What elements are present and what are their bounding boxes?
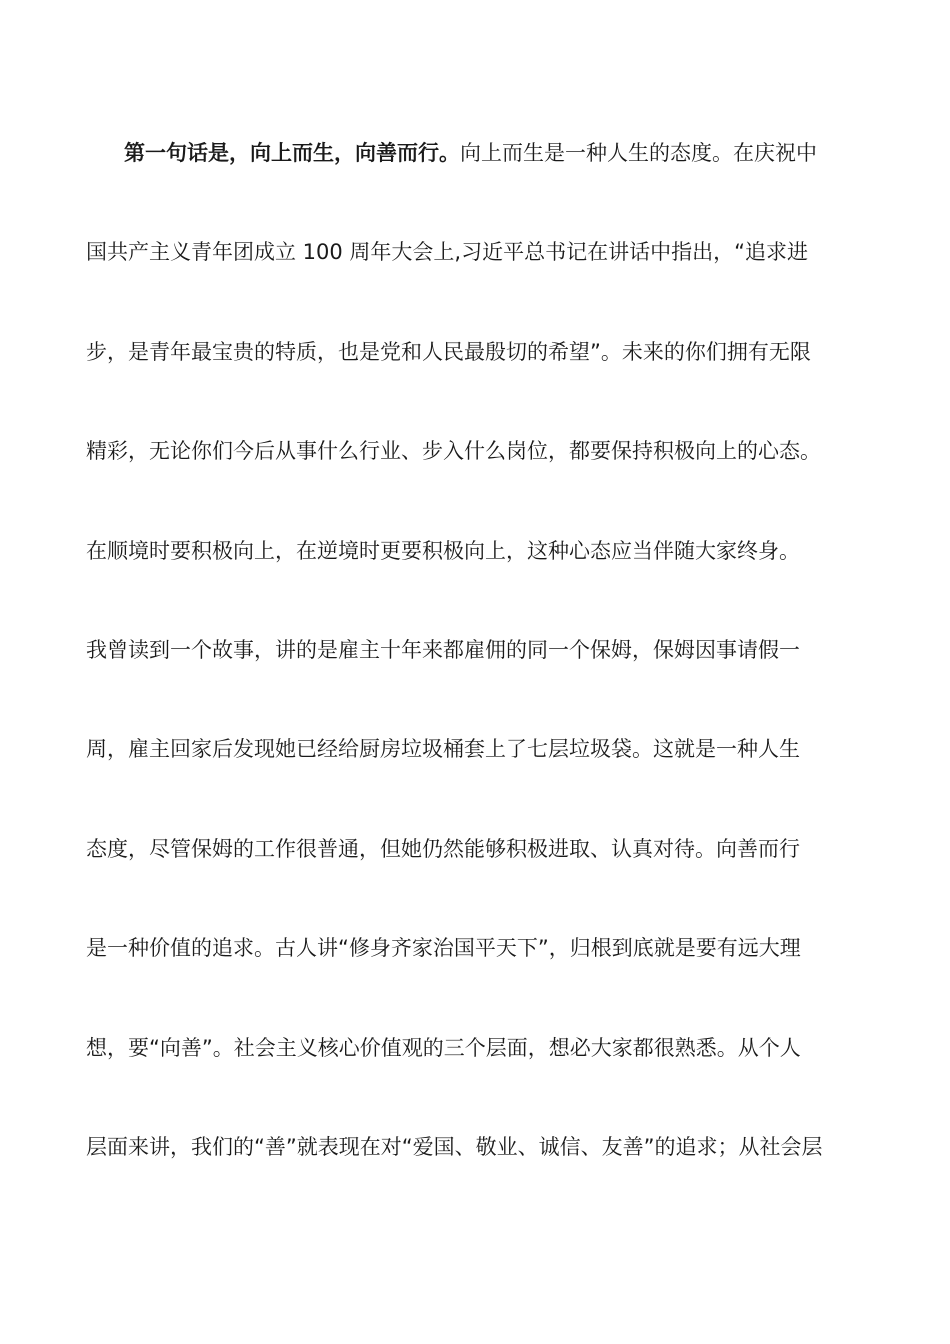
paragraph-line-4: 精彩，无论你们今后从事什么行业、步入什么岗位，都要保持积极向上的心态。 bbox=[86, 439, 821, 464]
paragraph-line-5: 在顺境时要积极向上，在逆境时更要积极向上，这种心态应当伴随大家终身。 bbox=[86, 538, 800, 563]
paragraph-line-3: 步，是青年最宝贵的特质，也是党和人民最殷切的希望”。未来的你们拥有无限 bbox=[86, 339, 811, 364]
body-paragraph bbox=[86, 128, 870, 1221]
paragraph-line-9: 是一种价值的追求。古人讲“修身齐家治国平天下”，归根到底就是要有远大理 bbox=[86, 936, 801, 961]
paragraph-line-7: 周，雇主回家后发现她已经给厨房垃圾桶套上了七层垃圾袋。这就是一种人生 bbox=[86, 737, 800, 762]
paragraph-line-11: 层面来讲，我们的“善”就表现在对“爱国、敬业、诚信、友善”的追求；从社会层 bbox=[86, 1134, 823, 1159]
paragraph-line-8: 态度，尽管保姆的工作很普通，但她仍然能够积极进取、认真对待。向善而行 bbox=[86, 836, 800, 861]
paragraph-line-1 bbox=[86, 128, 870, 227]
paragraph-line-1-text: 向上而生是一种人生的态度。在庆祝中 bbox=[460, 141, 817, 165]
paragraph-line-10: 想，要“向善”。社会主义核心价值观的三个层面，想必大家都很熟悉。从个人 bbox=[86, 1035, 801, 1060]
bold-lead-sentence: 第一句话是，向上而生，向善而行。 bbox=[124, 141, 460, 165]
paragraph-line-2: 国共产主义青年团成立 100 周年大会上,习近平总书记在讲话中指出，“追求进 bbox=[86, 240, 808, 265]
paragraph-line-6: 我曾读到一个故事，讲的是雇主十年来都雇佣的同一个保姆，保姆因事请假一 bbox=[86, 637, 800, 662]
